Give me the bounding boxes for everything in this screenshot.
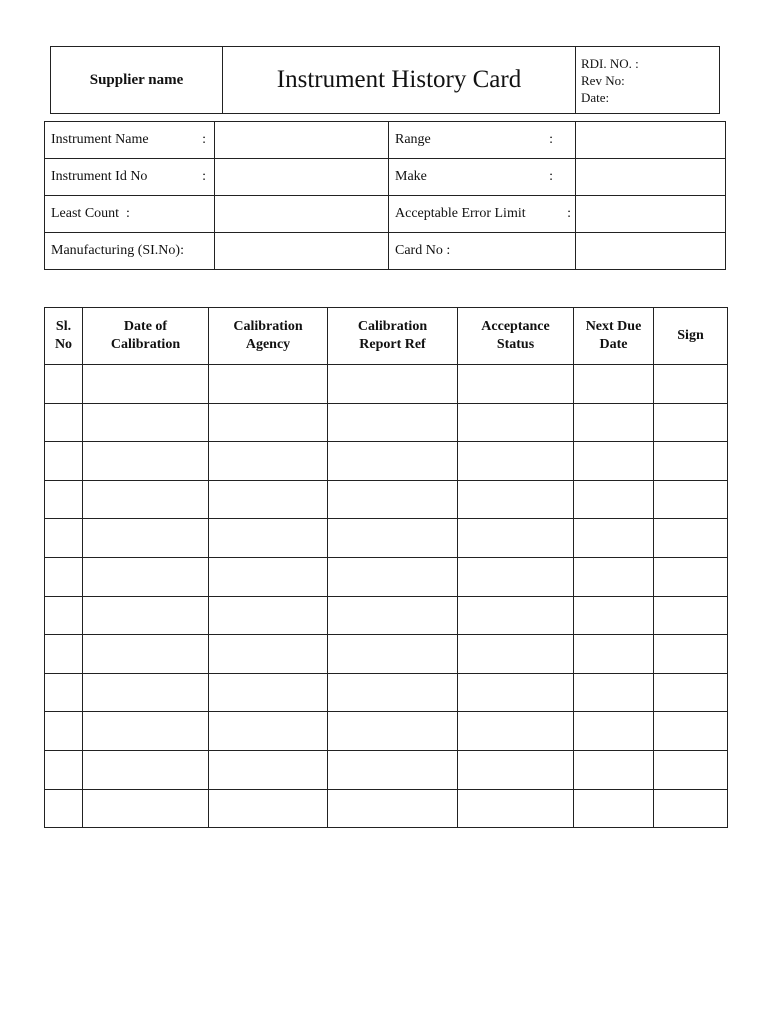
table-row <box>45 789 728 828</box>
table-cell[interactable] <box>45 596 83 635</box>
table-cell[interactable] <box>209 557 328 596</box>
table-cell[interactable] <box>83 557 209 596</box>
column-header-date-of-calibration: Date of Calibration <box>83 308 209 365</box>
range-label: Range : <box>389 122 576 159</box>
table-cell[interactable] <box>654 519 728 558</box>
table-cell[interactable] <box>209 403 328 442</box>
page-title: Instrument History Card <box>223 47 576 114</box>
table-cell[interactable] <box>574 596 654 635</box>
table-cell[interactable] <box>83 635 209 674</box>
table-row <box>45 365 728 404</box>
table-cell[interactable] <box>654 635 728 674</box>
table-row <box>45 557 728 596</box>
table-cell[interactable] <box>45 750 83 789</box>
column-header-sl-no: Sl. No <box>45 308 83 365</box>
manufacturing-field[interactable] <box>215 233 389 270</box>
table-cell[interactable] <box>574 519 654 558</box>
info-row <box>45 196 726 233</box>
table-row <box>45 596 728 635</box>
least-count-label: Least Count : <box>45 196 215 233</box>
info-row <box>45 233 726 270</box>
instrument-id-field[interactable] <box>215 159 389 196</box>
table-cell[interactable] <box>574 635 654 674</box>
table-cell[interactable] <box>45 557 83 596</box>
table-cell[interactable] <box>458 519 574 558</box>
table-cell[interactable] <box>654 712 728 751</box>
table-cell[interactable] <box>654 750 728 789</box>
table-row <box>45 480 728 519</box>
table-cell[interactable] <box>458 403 574 442</box>
table-cell[interactable] <box>209 789 328 828</box>
table-cell[interactable] <box>83 750 209 789</box>
table-cell[interactable] <box>458 673 574 712</box>
rev-no-label: Rev No: <box>581 72 625 88</box>
table-cell[interactable] <box>574 750 654 789</box>
table-cell[interactable] <box>574 673 654 712</box>
table-cell[interactable] <box>654 442 728 481</box>
table-cell[interactable] <box>83 403 209 442</box>
table-cell[interactable] <box>45 673 83 712</box>
table-cell[interactable] <box>45 442 83 481</box>
table-cell[interactable] <box>574 480 654 519</box>
column-header-next-due-date: Next Due Date <box>574 308 654 365</box>
table-cell[interactable] <box>328 480 458 519</box>
acceptable-error-limit-field[interactable] <box>576 196 726 233</box>
table-cell[interactable] <box>654 480 728 519</box>
table-row <box>45 673 728 712</box>
calibration-table-body <box>45 365 728 828</box>
table-cell[interactable] <box>328 557 458 596</box>
column-header-calibration-report-ref: Calibration Report Ref <box>328 308 458 365</box>
table-cell[interactable] <box>83 596 209 635</box>
table-cell[interactable] <box>328 673 458 712</box>
card-no-field[interactable] <box>576 233 726 270</box>
table-cell[interactable] <box>458 480 574 519</box>
table-cell[interactable] <box>458 712 574 751</box>
table-row <box>45 442 728 481</box>
table-cell[interactable] <box>83 480 209 519</box>
table-cell[interactable] <box>654 789 728 828</box>
table-cell[interactable] <box>83 673 209 712</box>
table-cell[interactable] <box>83 519 209 558</box>
date-label: Date: <box>581 89 610 105</box>
table-cell[interactable] <box>458 557 574 596</box>
table-cell[interactable] <box>328 365 458 404</box>
table-cell[interactable] <box>209 519 328 558</box>
table-cell[interactable] <box>574 403 654 442</box>
table-cell[interactable] <box>328 750 458 789</box>
table-cell[interactable] <box>458 789 574 828</box>
table-cell[interactable] <box>83 442 209 481</box>
table-cell[interactable] <box>209 635 328 674</box>
header-table <box>50 46 720 114</box>
table-cell[interactable] <box>209 480 328 519</box>
table-cell[interactable] <box>574 712 654 751</box>
instrument-info-table <box>44 121 726 270</box>
make-label: Make : <box>389 159 576 196</box>
table-header-row <box>45 308 728 365</box>
table-cell[interactable] <box>328 442 458 481</box>
table-cell[interactable] <box>654 403 728 442</box>
table-cell[interactable] <box>654 365 728 404</box>
rdi-no-label: RDI. NO. : <box>581 55 639 71</box>
table-cell[interactable] <box>654 596 728 635</box>
table-cell[interactable] <box>458 635 574 674</box>
table-cell[interactable] <box>574 557 654 596</box>
manufacturing-label: Manufacturing (SI.No): <box>45 233 215 270</box>
acceptable-error-limit-label: Acceptable Error Limit : <box>389 196 576 233</box>
table-cell[interactable] <box>458 365 574 404</box>
table-cell[interactable] <box>328 403 458 442</box>
table-row <box>45 750 728 789</box>
table-row <box>45 635 728 674</box>
instrument-id-label: Instrument Id No : <box>45 159 215 196</box>
table-cell[interactable] <box>45 789 83 828</box>
make-field[interactable] <box>576 159 726 196</box>
table-cell[interactable] <box>458 442 574 481</box>
instrument-name-field[interactable] <box>215 122 389 159</box>
table-cell[interactable] <box>328 712 458 751</box>
table-cell[interactable] <box>328 635 458 674</box>
column-header-calibration-agency: Calibration Agency <box>209 308 328 365</box>
table-cell[interactable] <box>328 519 458 558</box>
table-cell[interactable] <box>574 365 654 404</box>
column-header-sign: Sign <box>654 308 728 365</box>
card-no-label: Card No : <box>389 233 576 270</box>
table-row <box>45 712 728 751</box>
range-field[interactable] <box>576 122 726 159</box>
table-cell[interactable] <box>83 712 209 751</box>
table-cell[interactable] <box>45 480 83 519</box>
instrument-name-label: Instrument Name : <box>45 122 215 159</box>
table-cell[interactable] <box>328 789 458 828</box>
table-cell[interactable] <box>209 750 328 789</box>
table-cell[interactable] <box>83 365 209 404</box>
supplier-name-label: Supplier name <box>51 47 223 114</box>
table-cell[interactable] <box>45 635 83 674</box>
document-meta <box>576 47 720 114</box>
table-cell[interactable] <box>83 789 209 828</box>
table-cell[interactable] <box>574 442 654 481</box>
table-row <box>45 403 728 442</box>
info-row <box>45 159 726 196</box>
table-cell[interactable] <box>209 442 328 481</box>
table-cell[interactable] <box>209 673 328 712</box>
table-cell[interactable] <box>458 750 574 789</box>
table-cell[interactable] <box>458 596 574 635</box>
table-cell[interactable] <box>45 403 83 442</box>
table-cell[interactable] <box>654 557 728 596</box>
table-cell[interactable] <box>654 673 728 712</box>
least-count-field[interactable] <box>215 196 389 233</box>
calibration-history-table <box>44 307 728 828</box>
table-cell[interactable] <box>45 712 83 751</box>
table-cell[interactable] <box>45 519 83 558</box>
column-header-acceptance-status: Acceptance Status <box>458 308 574 365</box>
table-cell[interactable] <box>209 712 328 751</box>
table-row <box>45 519 728 558</box>
table-cell[interactable] <box>574 789 654 828</box>
info-row <box>45 122 726 159</box>
table-cell[interactable] <box>45 365 83 404</box>
table-cell[interactable] <box>209 365 328 404</box>
table-cell[interactable] <box>328 596 458 635</box>
table-cell[interactable] <box>209 596 328 635</box>
